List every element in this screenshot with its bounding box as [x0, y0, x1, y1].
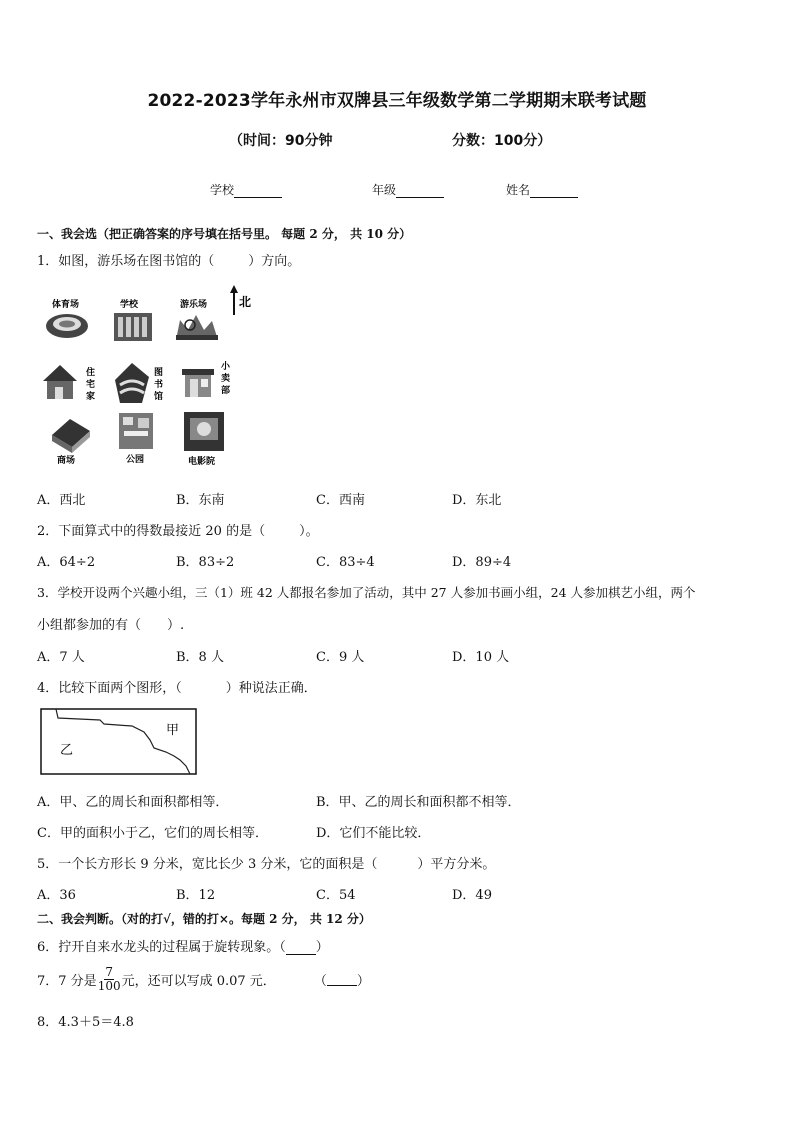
q2-option-b[interactable]: B．83÷2 [176, 555, 235, 570]
q5-option-d[interactable]: D．49 [452, 888, 492, 903]
q6-answer-blank[interactable] [286, 942, 316, 955]
q1-stem-b: ）方向。 [248, 254, 301, 269]
q7-fraction [98, 966, 121, 993]
page-title: 2022-2023学年永州市双牌县三年级数学第二学期期末联考试题 [147, 91, 647, 111]
q7-stem-b: 元，还可以写成 0.07 元． [121, 974, 276, 989]
q1-stem-a: 1．如图，游乐场在图书馆的（ [37, 254, 215, 269]
place-label-shop-2: 卖 [221, 374, 231, 384]
q5-stem-b: ）平方分米。 [417, 857, 496, 872]
q3-line-2: 小组都参加的有（ ）. [37, 618, 185, 633]
shop-icon [182, 369, 214, 397]
question-5 [37, 853, 495, 872]
grade-label: 年级 [372, 183, 397, 197]
house-icon [43, 365, 77, 399]
q7-stem-a: 7．7 分是 [37, 974, 97, 989]
q3-option-a[interactable]: A．7 人 [37, 650, 85, 665]
question-7 [37, 966, 370, 993]
q7-answer-blank[interactable] [327, 973, 357, 986]
place-label-house-3: 家 [86, 392, 96, 402]
place-label-house-2: 宅 [86, 380, 96, 390]
question-8: 8．4.3＋5＝4.8 [37, 1015, 134, 1030]
q3-option-c[interactable]: C．9 人 [316, 650, 365, 665]
q1-option-b[interactable]: B．东南 [176, 493, 225, 508]
q4-stem-b: ）种说法正确． [225, 681, 317, 696]
place-label-shop-1: 小 [221, 362, 231, 372]
place-label-amusement-park: 游乐场 [180, 300, 208, 310]
q4-option-b[interactable]: B．甲、乙的周长和面积都不相等． [316, 795, 521, 810]
q3-option-d[interactable]: D．10 人 [452, 650, 510, 665]
q2-stem-a: 2．下面算式中的得数最接近 20 的是（ [37, 524, 266, 539]
place-label-shop-3: 部 [221, 386, 231, 396]
place-label-library-2: 书 [154, 380, 164, 390]
question-4 [37, 677, 317, 696]
q4-option-a[interactable]: A．甲、乙的周长和面积都相等． [37, 795, 229, 810]
stadium-icon [46, 314, 88, 338]
q2-option-d[interactable]: D．89÷4 [452, 555, 512, 570]
q1-option-d[interactable]: D．东北 [452, 493, 502, 508]
north-label: 北 [239, 295, 252, 309]
question-1 [37, 250, 300, 269]
shapes-figure [40, 708, 198, 776]
label-jia: 甲 [166, 723, 180, 738]
section1-heading: 一、我会选（把正确答案的序号填在括号里。 每题 2 分， 共 10 分） [37, 227, 412, 241]
q5-option-b[interactable]: B．12 [176, 888, 216, 903]
q2-option-a[interactable]: A．64÷2 [37, 555, 96, 570]
q1-option-a[interactable]: A．西北 [37, 493, 86, 508]
place-label-library-1: 图 [154, 368, 164, 378]
exam-time: （时间：90分钟 [229, 133, 333, 149]
q4-option-c[interactable]: C．甲的面积小于乙，它们的周长相等． [37, 826, 268, 841]
mall-icon [52, 419, 90, 453]
q2-option-c[interactable]: C．83÷4 [316, 555, 375, 570]
place-label-cinema: 电影院 [188, 457, 216, 467]
map-figure [40, 285, 260, 470]
amusement-park-icon [176, 315, 218, 340]
school-field[interactable] [210, 181, 282, 198]
q5-option-c[interactable]: C．54 [316, 888, 356, 903]
q7-paren-close: ） [356, 974, 370, 989]
q5-stem-a: 5．一个长方形长 9 分米，宽比长少 3 分米，它的面积是（ [37, 857, 378, 872]
q3-line-1: 3．学校开设两个兴趣小组，三（1）班 42 人都报名参加了活动，其中 27 人参加书画小组，24 人参加棋艺小组，两个 [37, 585, 696, 600]
place-label-library-3: 馆 [154, 392, 164, 402]
name-blank[interactable] [530, 185, 578, 198]
school-blank[interactable] [234, 185, 282, 198]
place-label-park: 公园 [126, 455, 145, 465]
cinema-icon [184, 412, 224, 451]
place-label-mall: 商场 [57, 456, 76, 466]
exam-score: 分数：100分） [452, 133, 552, 149]
q6-stem: 6．拧开自来水龙头的过程属于旋转现象。（ [37, 940, 286, 955]
q6-end: ） [315, 940, 329, 955]
question-2 [37, 520, 319, 539]
q1-option-c[interactable]: C．西南 [316, 493, 365, 508]
q4-stem-a: 4．比较下面两个图形，（ [37, 681, 182, 696]
q3-option-b[interactable]: B．8 人 [176, 650, 224, 665]
grade-field[interactable] [372, 181, 444, 198]
school-icon [114, 313, 152, 341]
q2-stem-b: ）。 [299, 524, 319, 539]
school-label: 学校 [210, 183, 235, 197]
name-label: 姓名 [506, 183, 531, 197]
q7-denominator: 100 [97, 979, 121, 993]
q7-numerator: 7 [105, 965, 113, 979]
grade-blank[interactable] [396, 185, 444, 198]
question-6 [37, 936, 329, 955]
section2-heading: 二、我会判断。（对的打√，错的打×。每题 2 分， 共 12 分） [37, 912, 371, 926]
place-label-school: 学校 [120, 300, 139, 310]
park-icon [119, 413, 153, 449]
place-label-stadium: 体育场 [52, 300, 80, 310]
label-yi: 乙 [60, 743, 74, 758]
q4-option-d[interactable]: D．它们不能比较． [316, 826, 431, 841]
north-arrow-icon [230, 285, 238, 315]
library-icon [115, 363, 149, 403]
q5-option-a[interactable]: A．36 [37, 888, 76, 903]
name-field[interactable] [506, 181, 578, 198]
q7-paren-open: （ [313, 974, 327, 989]
place-label-house-1: 住 [86, 368, 96, 378]
dividing-curve [56, 709, 190, 774]
